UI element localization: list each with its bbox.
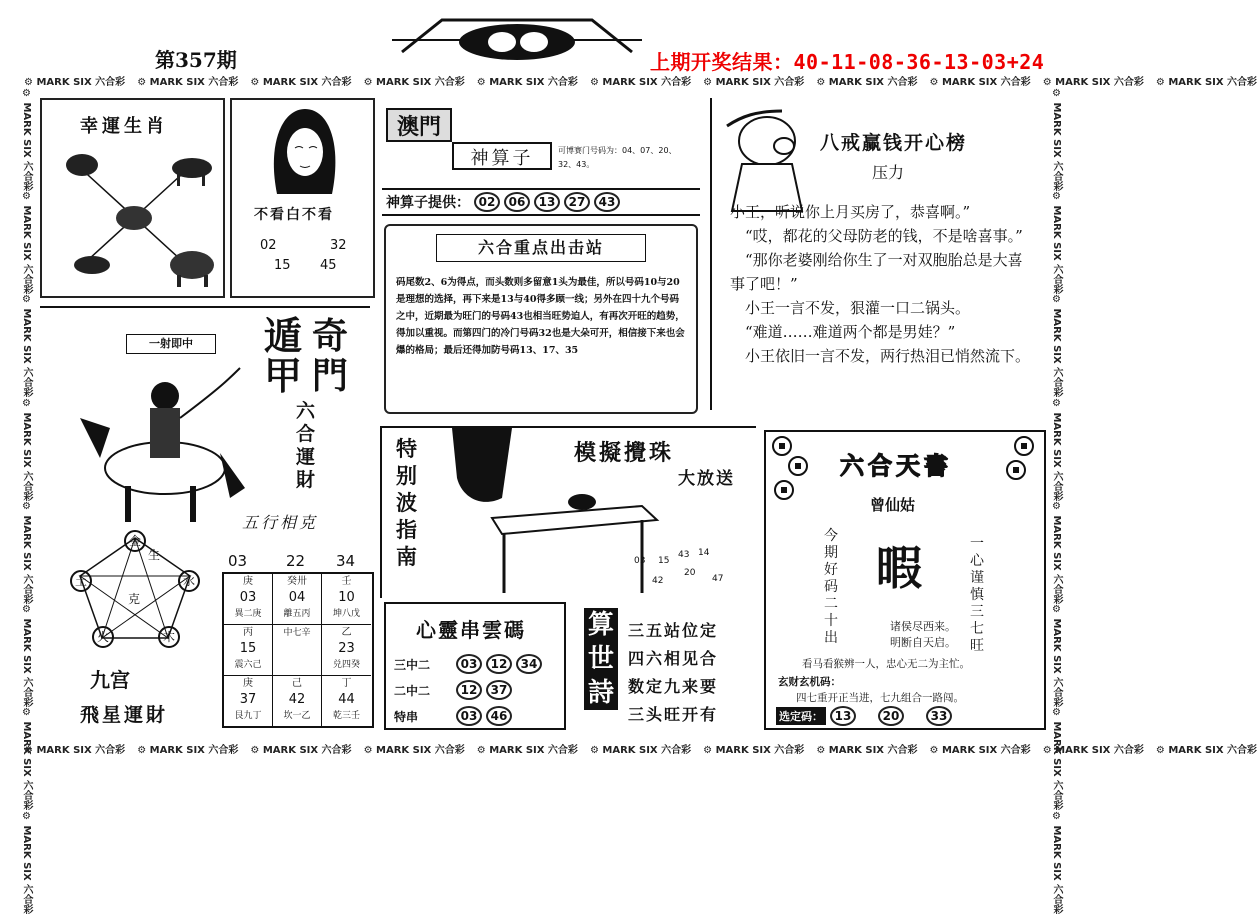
heart-ball: 37 (486, 680, 512, 700)
band-logo-text: ⚙ MARK SIX 六合彩 (21, 294, 32, 398)
fairy-ball: 20 (878, 706, 904, 726)
band-logo-text: ⚙ MARK SIX 六合彩 (1155, 744, 1257, 756)
palace-number: 15 (239, 641, 257, 656)
top-border-band (18, 72, 1257, 88)
bajie-story (730, 200, 1035, 368)
fairy-left-text: 今期好码二十出 (824, 528, 838, 646)
palace-stem: 乙 (341, 627, 352, 638)
band-logo-text: ⚙ MARK SIX 六合彩 (929, 76, 1031, 88)
table-illustration (482, 488, 662, 598)
fairy-hint: 看马看猴辨一人，忠心无二为主忙。 (802, 658, 970, 670)
bottom-border-band (18, 740, 1257, 756)
macau-subtitle: 神算子 (452, 142, 552, 170)
mock-draw-panel (380, 426, 756, 598)
mock-number: 03 (634, 556, 646, 566)
heart-string-row (394, 654, 546, 674)
lady-number: 45 (320, 258, 337, 273)
mock-draw-subtitle: 大放送 (678, 469, 735, 489)
bajie-paragraph: “哎，都花的父母防老的钱，不是啥喜事。” (745, 227, 1023, 245)
poem-line: 四六相见合 (628, 649, 719, 668)
band-logo-text: ⚙ MARK SIX 六合彩 (250, 744, 352, 756)
lucky-zodiac-panel (40, 98, 225, 298)
band-logo-text: ⚙ MARK SIX 六合彩 (1155, 76, 1257, 88)
element-generate-label: 生 (148, 548, 161, 562)
macau-ball: 13 (534, 192, 560, 212)
palace-number: 42 (288, 692, 306, 707)
palace-number: 04 (288, 590, 306, 605)
palace-trigram: 坤八戊 (332, 609, 360, 619)
heart-ball: 12 (456, 680, 482, 700)
palace-number: 10 (338, 590, 355, 605)
palace-number: 37 (239, 692, 257, 707)
macau-ball: 27 (564, 192, 590, 212)
fairy-balls-label: 选定码： (776, 707, 826, 725)
band-logo-text: ⚙ MARK SIX 六合彩 (24, 76, 126, 88)
band-logo-text: ⚙ MARK SIX 六合彩 (21, 88, 32, 192)
zodiac-animals-illustration (52, 140, 217, 290)
heart-ball: 03 (456, 654, 482, 674)
mock-number: 47 (712, 574, 724, 584)
palace-stem: 庚 (243, 678, 253, 689)
fairy-code-text: 四七重开正当进，七九组合一路闯。 (796, 692, 964, 704)
left-border-band (16, 88, 34, 914)
mock-number: 43 (678, 550, 690, 560)
nine-palace-grid (222, 572, 374, 728)
palace-trigram: 震六己 (234, 660, 262, 670)
bajie-paragraph: 小王一言不发，狠灌一口二锅头。 (745, 299, 971, 317)
macau-panel (382, 98, 700, 218)
palace-stem: 癸卅 (287, 576, 307, 587)
palace-trigram: 乾三壬 (332, 711, 360, 721)
heart-row-label: 三中二 (394, 657, 431, 672)
palace-number: 44 (338, 692, 355, 707)
band-logo-text: ⚙ MARK SIX 六合彩 (21, 604, 32, 708)
heart-string-row (394, 706, 516, 726)
palace-stem: 壬 (341, 576, 352, 587)
macau-provider-row (382, 188, 700, 216)
palace-cell (224, 574, 273, 625)
mock-number: 14 (698, 548, 710, 558)
bajie-paragraph: “难道……难道两个都是男娃？” (745, 323, 956, 341)
lucky-zodiac-title: 幸運生肖 (80, 116, 168, 137)
band-logo-text: ⚙ MARK SIX 六合彩 (476, 744, 578, 756)
mock-draw-title: 模擬攪珠 (574, 440, 675, 466)
jiugong-title: 九宫 (90, 668, 130, 692)
band-logo-text: ⚙ MARK SIX 六合彩 (703, 76, 805, 88)
lady-panel (230, 98, 375, 298)
wuxing-number: 34 (336, 552, 356, 570)
mock-number: 42 (652, 576, 664, 586)
band-logo-text: ⚙ MARK SIX 六合彩 (476, 76, 578, 88)
wuxing-title: 五行相克 (242, 513, 319, 532)
heart-ball: 34 (516, 654, 542, 674)
qimen-side-text: 六合運財 (296, 400, 316, 491)
band-logo-text: ⚙ MARK SIX 六合彩 (363, 744, 465, 756)
bajie-panel (710, 98, 1040, 410)
palace-cell (322, 676, 371, 727)
one-shot-label: 一射即中 (126, 334, 216, 354)
element-wood: 木 (158, 626, 180, 648)
band-logo-text: ⚙ MARK SIX 六合彩 (21, 397, 32, 501)
fairy-ball: 13 (830, 706, 856, 726)
special-wave-title: 特别波指南 (396, 437, 417, 569)
liuhe-key-panel (384, 224, 698, 414)
palace-trigram: 艮九丁 (234, 711, 262, 721)
fairy-verse: 明断自天启。 (890, 636, 956, 649)
qimen-title-b: 奇門 (312, 315, 349, 397)
lady-portrait (267, 104, 342, 199)
bajie-paragraph: “那你老婆刚给你生了一对双胞胎总是大喜事了吧！” (730, 251, 1023, 293)
fairy-book-panel (764, 430, 1046, 730)
palace-stem: 己 (292, 678, 302, 689)
masthead-logo (392, 12, 642, 72)
palace-number: 23 (338, 641, 355, 656)
heart-row-label: 特串 (394, 709, 419, 724)
liuhe-key-body: 码尾数2、6为得点，而头数则多留意1头为最佳，所以号码10与20是理想的选择，再下来是13与40得多顾一线；另外在四十九个号码之中，近期最为旺门的号码43也相当旺势迫人，有再次开旺的趋势，得加以重视。而第四门的冷门号码32也是大朵可开，相信接下来也会爆的格局；最后还得加防号码13、17、35 (396, 277, 685, 356)
palace-stem: 庚 (243, 576, 253, 587)
fairy-verse: 诸侯尽西来。 (890, 620, 956, 633)
palace-cell (273, 574, 322, 625)
last-result-label: 上期开奖结果： (650, 50, 794, 74)
macau-note: 可博赛门号码为：04、07、20、32、43。 (558, 146, 677, 169)
macau-ball: 43 (594, 192, 620, 212)
fairy-balls-row (776, 706, 956, 726)
right-border-band (1046, 88, 1064, 914)
coin-string-icon (1002, 432, 1046, 502)
lady-number: 02 (260, 238, 277, 253)
macau-provider-label: 神算子提供： (386, 195, 470, 211)
poem-line: 数定九来要 (628, 677, 719, 696)
heart-ball: 12 (486, 654, 512, 674)
palace-cell (322, 625, 371, 676)
band-logo-text: ⚙ MARK SIX 六合彩 (589, 744, 692, 756)
fairy-right-text: 一心谨慎三七旺 (970, 536, 984, 654)
band-logo-text: ⚙ MARK SIX 六合彩 (816, 76, 918, 88)
band-logo-text: ⚙ MARK SIX 六合彩 (1051, 810, 1062, 914)
band-logo-text: ⚙ MARK SIX 六合彩 (24, 744, 126, 756)
bajie-paragraph: 小王，听说你上月买房了，恭喜啊。” (730, 203, 971, 221)
macau-title: 澳門 (386, 108, 452, 142)
fairy-book-title: 六合天書 (840, 451, 952, 480)
band-logo-text: ⚙ MARK SIX 六合彩 (816, 744, 918, 756)
mock-number: 15 (658, 556, 670, 566)
band-logo-text: ⚙ MARK SIX 六合彩 (250, 76, 352, 88)
palace-stem: 丁 (341, 678, 352, 689)
element-metal: 金 (124, 530, 146, 552)
palace-cell (224, 625, 273, 676)
wuxing-number: 22 (286, 552, 306, 570)
band-logo-text: ⚙ MARK SIX 六合彩 (1051, 604, 1062, 708)
band-logo-text: ⚙ MARK SIX 六合彩 (703, 744, 805, 756)
band-logo-text: ⚙ MARK SIX 六合彩 (1051, 88, 1062, 192)
palace-trigram: 坎一乙 (283, 711, 311, 721)
palace-cell (224, 676, 273, 727)
palace-trigram: 兑四癸 (332, 660, 360, 670)
band-logo-text: ⚙ MARK SIX 六合彩 (929, 744, 1031, 756)
poem-title: 算世詩 (584, 608, 618, 710)
band-logo-text: ⚙ MARK SIX 六合彩 (21, 707, 32, 811)
lady-number: 32 (330, 238, 347, 253)
band-logo-text: ⚙ MARK SIX 六合彩 (1051, 397, 1062, 501)
band-logo-text: ⚙ MARK SIX 六合彩 (589, 76, 692, 88)
feixing-title: 飛星運財 (80, 704, 169, 726)
mock-number: 20 (684, 568, 696, 578)
heart-string-panel (384, 602, 566, 730)
palace-stem: 丙 (243, 627, 253, 638)
fairy-center-char: 暇 (876, 541, 922, 595)
palace-trigram: 離五丙 (283, 609, 311, 619)
heart-row-label: 二中二 (394, 683, 431, 698)
element-fire: 火 (92, 626, 114, 648)
heart-ball: 03 (456, 706, 482, 726)
bajie-paragraph: 小王依旧一言不发，两行热泪已悄然流下。 (745, 347, 1031, 365)
macau-ball: 02 (474, 192, 500, 212)
band-logo-text: ⚙ MARK SIX 六合彩 (1042, 744, 1144, 756)
palace-cell (273, 625, 322, 676)
band-logo-text: ⚙ MARK SIX 六合彩 (21, 810, 32, 914)
fairy-code-label: 玄财玄机码： (778, 676, 841, 688)
coin-string-icon (768, 432, 828, 512)
fairy-ball: 33 (926, 706, 952, 726)
bajie-title: 八戒赢钱开心榜 (820, 132, 968, 154)
band-logo-text: ⚙ MARK SIX 六合彩 (137, 744, 239, 756)
band-logo-text: ⚙ MARK SIX 六合彩 (1042, 76, 1144, 88)
issue-number: 第357期 (155, 48, 237, 72)
fairy-subtitle: 曾仙姑 (870, 496, 916, 514)
bajie-subtitle: 压力 (872, 163, 905, 182)
palace-cell (273, 676, 322, 727)
element-water: 水 (178, 570, 200, 592)
element-restrain-label: 克 (128, 592, 141, 606)
band-logo-text: ⚙ MARK SIX 六合彩 (21, 500, 32, 605)
band-logo-text: ⚙ MARK SIX 六合彩 (137, 76, 239, 88)
palace-number: 03 (239, 590, 257, 605)
palace-trigram: 中七辛 (283, 628, 311, 638)
macau-ball: 06 (504, 192, 530, 212)
poem-line: 三五站位定 (628, 621, 719, 640)
horse-rider-illustration (70, 358, 250, 528)
last-result (650, 46, 1044, 75)
palace-cell (322, 574, 371, 625)
band-logo-text: ⚙ MARK SIX 六合彩 (1051, 500, 1062, 605)
band-logo-text: ⚙ MARK SIX 六合彩 (1051, 191, 1062, 295)
liuhe-key-title: 六合重点出击站 (436, 234, 646, 262)
element-earth: 土 (70, 570, 92, 592)
band-logo-text: ⚙ MARK SIX 六合彩 (21, 191, 32, 295)
palace-trigram: 異二庚 (234, 609, 262, 619)
wuxing-number: 03 (228, 552, 248, 570)
qimen-title-a: 遁甲 (264, 313, 303, 398)
heart-string-title: 心靈串雲碼 (416, 618, 526, 642)
heart-string-row (394, 680, 516, 700)
band-logo-text: ⚙ MARK SIX 六合彩 (363, 76, 465, 88)
poem-panel (572, 602, 754, 730)
lady-caption: 不看白不看 (254, 207, 334, 223)
band-logo-text: ⚙ MARK SIX 六合彩 (1051, 294, 1062, 398)
band-logo-text: ⚙ MARK SIX 六合彩 (1051, 707, 1062, 811)
poem-line: 三头旺开有 (628, 705, 719, 724)
last-result-numbers: 40-11-08-36-13-03+24 (793, 50, 1045, 74)
heart-ball: 46 (486, 706, 512, 726)
lady-number: 15 (274, 258, 291, 273)
